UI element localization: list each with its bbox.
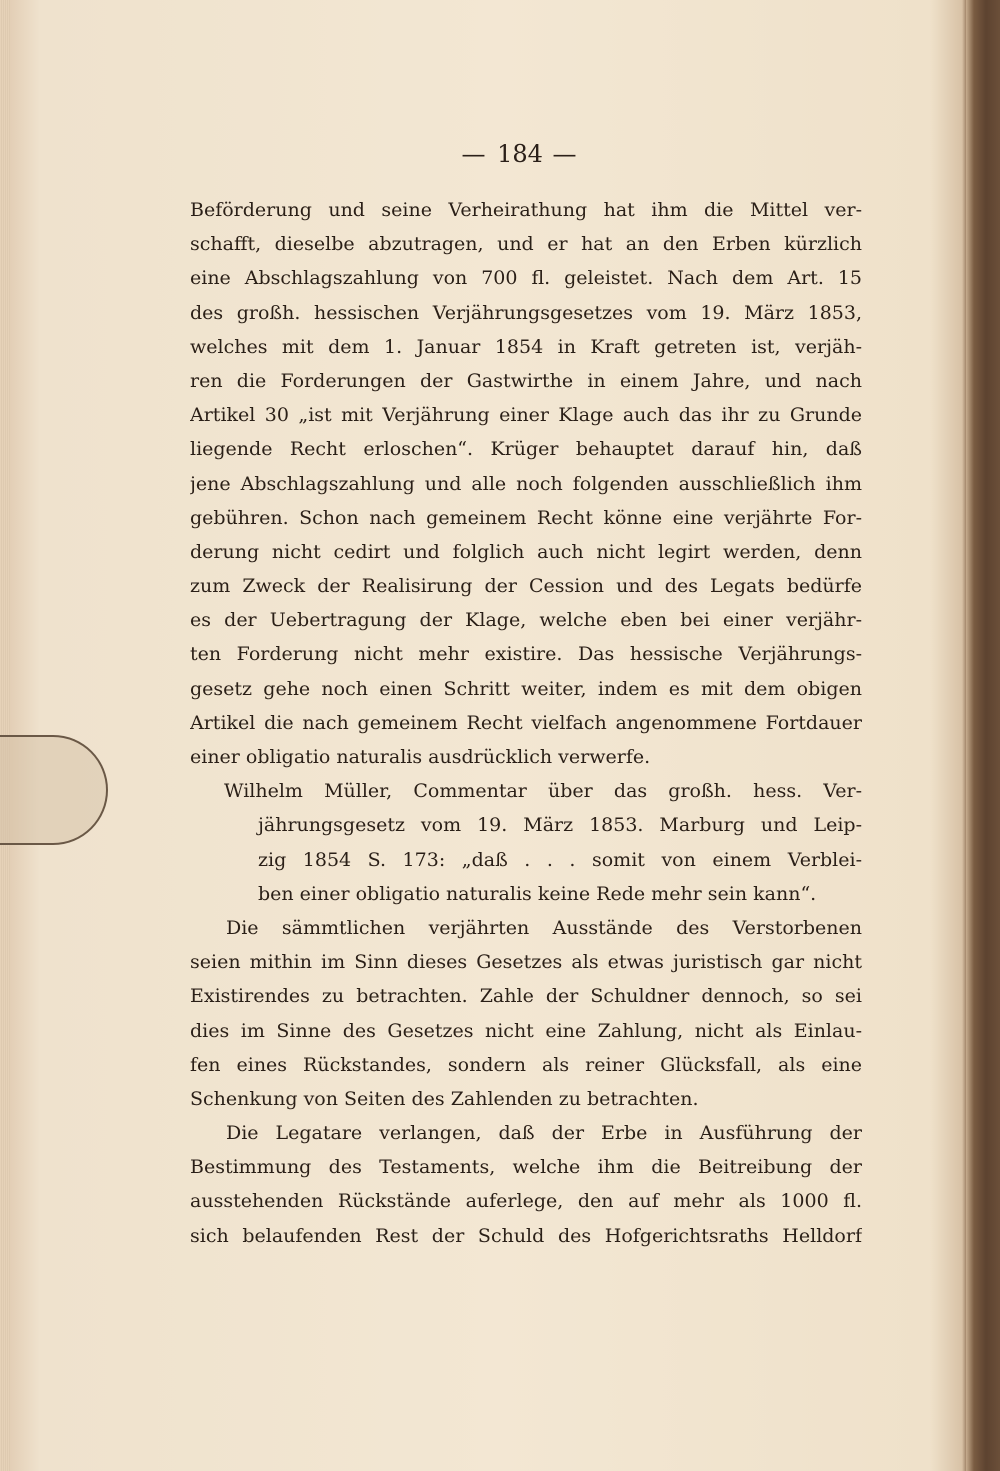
citation-line: jährungsgesetz vom 19. März 1853. Marburg und Leip- [258, 814, 862, 837]
page-header: — 184 — [461, 140, 579, 168]
text-line: des großh. hessischen Verjährungsgesetzes vom 19. März 1853, [190, 301, 862, 324]
text-line: Artikel die nach gemeinem Recht vielfach angenommene Fortdauer [190, 711, 862, 734]
text-line: eine Abschlagszahlung von 700 fl. geleistet. Nach dem Art. 15 [190, 267, 862, 290]
text-line: jene Abschlagszahlung und alle noch folgenden ausschließlich ihm [190, 472, 862, 495]
text-line: ren die Forderungen der Gastwirthe in einem Jahre, und nach [190, 369, 862, 392]
text-line: seien mithin im Sinn dieses Gesetzes als etwas juristisch gar nicht [190, 951, 862, 974]
text-line: schafft, dieselbe abzutragen, und er hat an den Erben kürzlich [190, 233, 862, 256]
citation-line: Wilhelm Müller, Commentar über das großh. hess. Ver- [224, 780, 862, 803]
text-line: Existirendes zu betrachten. Zahle der Schuldner dennoch, so sei [190, 985, 862, 1008]
text-line: Schenkung von Seiten des Zahlenden zu betrachten. [190, 1087, 699, 1110]
text-line: liegende Recht erloschen“. Krüger behauptet darauf hin, daß [190, 438, 862, 461]
citation-line: ben einer obligatio naturalis keine Rede mehr sein kann“. [258, 882, 817, 905]
text-line: ausstehenden Rückstände auferlege, den auf mehr als 1000 fl. [190, 1190, 862, 1213]
text-line: Die Legatare verlangen, daß der Erbe in Ausführung der [226, 1122, 862, 1145]
text-line: gebühren. Schon nach gemeinem Recht könne eine verjährte For- [190, 506, 862, 529]
text-line: sich belaufenden Rest der Schuld des Hofgerichtsraths Helldorf [190, 1224, 862, 1247]
text-line: Bestimmung des Testaments, welche ihm die Beitreibung der [190, 1156, 862, 1179]
text-line: Die sämmtlichen verjährten Ausstände des Verstorbenen [226, 916, 862, 939]
text-line: gesetz gehe noch einen Schritt weiter, indem es mit dem obigen [190, 677, 862, 700]
text-line: einer obligatio naturalis ausdrücklich verwerfe. [190, 746, 651, 768]
text-line: welches mit dem 1. Januar 1854 in Kraft getreten ist, verjäh- [190, 335, 862, 358]
text-line: Artikel 30 „ist mit Verjährung einer Klage auch das ihr zu Grunde [190, 404, 862, 427]
text-line: zum Zweck der Realisirung der Cession und des Legats bedürfe [190, 575, 862, 598]
text-line: derung nicht cedirt und folglich auch nicht legirt werden, denn [190, 540, 862, 563]
text-line: Beförderung und seine Verheirathung hat ihm die Mittel ver- [190, 199, 862, 221]
page-number: 184 [497, 140, 543, 168]
text-line: ten Forderung nicht mehr existire. Das hessische Verjährungs- [190, 643, 862, 666]
text-line: fen eines Rückstandes, sondern als reiner Glücksfall, als eine [190, 1053, 862, 1076]
bookmark-ribbon [0, 735, 108, 845]
text-line: es der Uebertragung der Klage, welche eben bei einer verjähr- [190, 609, 862, 632]
book-spine [966, 0, 1000, 1471]
citation-line: zig 1854 S. 173: „daß . . . somit von einem Verblei- [258, 848, 862, 871]
body-text [190, 193, 862, 1253]
text-line: dies im Sinne des Gesetzes nicht eine Zahlung, nicht als Einlau- [190, 1019, 862, 1042]
